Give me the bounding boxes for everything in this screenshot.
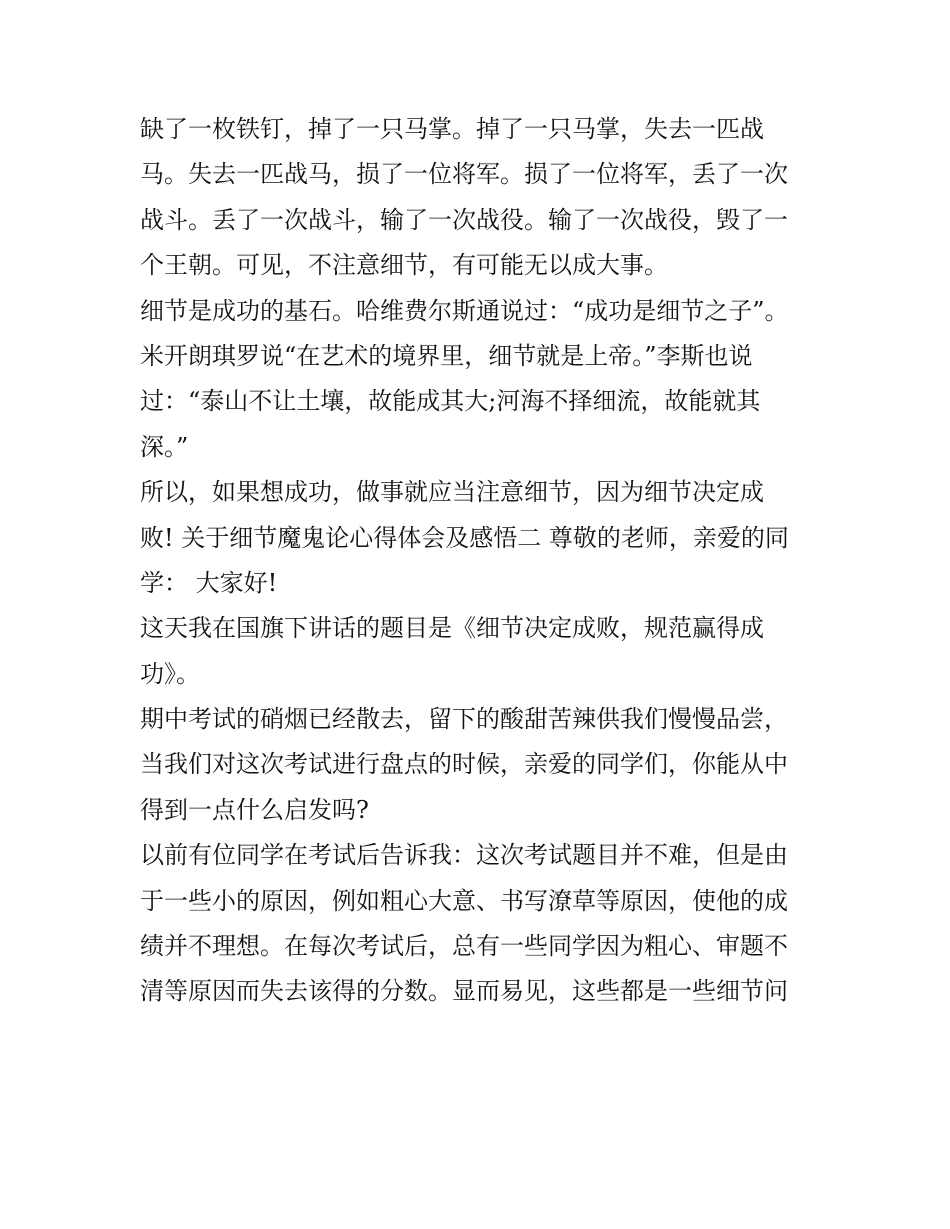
text-line: 败! 关于细节魔鬼论心得体会及感悟二 尊敬的老师，亲爱的同 <box>140 523 789 552</box>
text-line: 绩并不理想。在每次考试后，总有一些同学因为粗心、审题不 <box>140 932 788 961</box>
text-line: 深。” <box>140 432 189 461</box>
text-line: 期中考试的硝烟已经散去，留下的酸甜苦辣供我们慢慢品尝， <box>140 705 788 734</box>
text-line: 功》。 <box>140 659 200 688</box>
text-line: 缺了一枚铁钉，掉了一只马掌。掉了一只马掌，失去一匹战 <box>140 115 764 143</box>
body-text <box>140 107 812 1015</box>
text-line: 学： 大家好! <box>140 568 278 597</box>
text-line: 得到一点什么启发吗? <box>140 795 369 824</box>
text-line: 以前有位同学在考试后告诉我：这次考试题目并不难，但是由 <box>140 841 788 870</box>
text-line: 战斗。丢了一次战斗，输了一次战役。输了一次战役，毁了一 <box>140 205 788 234</box>
text-line: 细节是成功的基石。哈维费尔斯通说过：“成功是细节之子”。 <box>140 296 789 325</box>
text-line: 于一些小的原因，例如粗心大意、书写潦草等原因，使他的成 <box>140 886 788 915</box>
text-line: 过：“泰山不让土壤，故能成其大;河海不择细流，故能就其 <box>140 387 761 416</box>
text-line: 清等原因而失去该得的分数。显而易见，这些都是一些细节问 <box>140 977 788 1006</box>
text-line: 这天我在国旗下讲话的题目是《细节决定成败，规范赢得成 <box>140 614 764 643</box>
text-line: 当我们对这次考试进行盘点的时候，亲爱的同学们，你能从中 <box>140 750 788 779</box>
text-line: 米开朗琪罗说“在艺术的境界里，细节就是上帝。”李斯也说 <box>140 341 753 370</box>
text-line: 个王朝。可见，不注意细节，有可能无以成大事。 <box>140 251 668 280</box>
text-line: 马。失去一匹战马，损了一位将军。损了一位将军，丢了一次 <box>140 160 788 189</box>
text-line: 所以，如果想成功，做事就应当注意细节，因为细节决定成 <box>140 478 764 507</box>
